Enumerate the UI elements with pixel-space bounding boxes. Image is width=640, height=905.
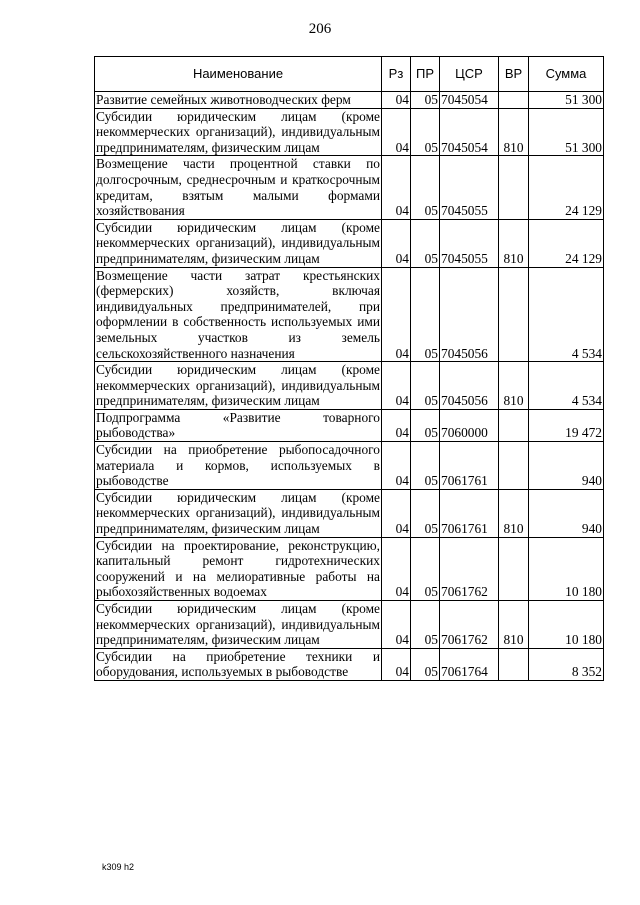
cell-rz: 04 [382, 108, 411, 156]
cell-name: Субсидии юридическим лицам (кроме некоммерческих организаций), индивидуальным предпринимателям, физическим лицам [96, 108, 380, 155]
cell-sum: 4 534 [529, 362, 604, 410]
cell-pr: 05 [411, 601, 440, 649]
cell-sum: 10 180 [529, 537, 604, 600]
cell-name: Субсидии на приобретение рыбопосадочного материала и кормов, используемых в рыбоводстве [96, 442, 380, 489]
cell-csr: 7045054 [440, 108, 499, 156]
cell-name: Субсидии на приобретение техники и оборудования, используемых в рыбоводстве [96, 648, 380, 680]
cell-csr: 7045054 [440, 92, 499, 109]
table-body [95, 92, 604, 681]
cell-csr: 7061761 [440, 489, 499, 537]
table-row [95, 362, 604, 410]
cell-vr [499, 648, 529, 680]
table-row [95, 219, 604, 267]
table-row [95, 537, 604, 600]
cell-sum: 51 300 [529, 92, 604, 109]
cell-sum: 4 534 [529, 267, 604, 362]
cell-sum: 940 [529, 489, 604, 537]
budget-table [94, 56, 604, 681]
cell-rz: 04 [382, 267, 411, 362]
table-row [95, 489, 604, 537]
cell-rz: 04 [382, 442, 411, 490]
cell-csr: 7061764 [440, 648, 499, 680]
header-pr: ПР [411, 57, 440, 92]
cell-name: Возмещение части процентной ставки по долгосрочным, среднесрочным и краткосрочным кредитам, взятым малыми формами хозяйствования [96, 156, 380, 219]
table-header-row [95, 57, 604, 92]
table-row [95, 156, 604, 219]
cell-pr: 05 [411, 92, 440, 109]
table-row [95, 267, 604, 362]
cell-csr: 7061762 [440, 537, 499, 600]
cell-pr: 05 [411, 219, 440, 267]
cell-rz: 04 [382, 362, 411, 410]
cell-rz: 04 [382, 489, 411, 537]
cell-csr: 7061761 [440, 442, 499, 490]
cell-csr: 7061762 [440, 601, 499, 649]
cell-name: Возмещение части затрат крестьянских (фермерских) хозяйств, включая индивидуальных предпринимателей, при оформлении в собственность используемых ими земельных участков из земель сельскохозяйственного назначения [96, 267, 380, 361]
cell-pr: 05 [411, 442, 440, 490]
header-sum: Сумма [529, 57, 604, 92]
cell-sum: 51 300 [529, 108, 604, 156]
table-row [95, 601, 604, 649]
cell-rz: 04 [382, 92, 411, 109]
table-row [95, 409, 604, 441]
header-name: Наименование [95, 57, 382, 92]
cell-rz: 04 [382, 219, 411, 267]
cell-sum: 10 180 [529, 601, 604, 649]
cell-csr: 7060000 [440, 409, 499, 441]
cell-vr: 810 [499, 108, 529, 156]
cell-sum: 8 352 [529, 648, 604, 680]
cell-pr: 05 [411, 648, 440, 680]
cell-vr [499, 537, 529, 600]
cell-name: Субсидии на проектирование, реконструкцию, капитальный ремонт гидротехнических сооружений и на мелиоративные работы на рыбохозяйственных водоемах [96, 537, 380, 600]
cell-vr [499, 156, 529, 219]
cell-vr: 810 [499, 362, 529, 410]
cell-rz: 04 [382, 537, 411, 600]
header-rz: Рз [382, 57, 411, 92]
table-row [95, 108, 604, 156]
cell-name: Субсидии юридическим лицам (кроме некоммерческих организаций), индивидуальным предпринимателям, физическим лицам [96, 219, 380, 266]
cell-vr [499, 92, 529, 109]
cell-rz: 04 [382, 409, 411, 441]
cell-rz: 04 [382, 156, 411, 219]
cell-pr: 05 [411, 362, 440, 410]
cell-name: Субсидии юридическим лицам (кроме некоммерческих организаций), индивидуальным предпринимателям, физическим лицам [96, 489, 380, 537]
cell-sum: 940 [529, 442, 604, 490]
cell-rz: 04 [382, 648, 411, 680]
cell-pr: 05 [411, 108, 440, 156]
cell-name: Развитие семейных животноводческих ферм [95, 92, 382, 109]
cell-pr: 05 [411, 156, 440, 219]
page-number: 206 [308, 21, 332, 37]
cell-name: Субсидии юридическим лицам (кроме некоммерческих организаций), индивидуальным предпринимателям, физическим лицам [96, 362, 380, 409]
cell-name: Субсидии юридическим лицам (кроме некоммерческих организаций), индивидуальным предпринимателям, физическим лицам [96, 601, 380, 648]
cell-vr: 810 [499, 489, 529, 537]
cell-vr [499, 267, 529, 362]
cell-vr [499, 409, 529, 441]
table-row [95, 442, 604, 490]
cell-csr: 7045056 [440, 267, 499, 362]
cell-vr [499, 442, 529, 490]
cell-pr: 05 [411, 489, 440, 537]
cell-vr: 810 [499, 601, 529, 649]
cell-rz: 04 [382, 601, 411, 649]
footer-code: k309 h2 [102, 862, 135, 872]
cell-sum: 19 472 [529, 409, 604, 441]
table-row [95, 92, 604, 109]
cell-pr: 05 [411, 409, 440, 441]
cell-csr: 7045056 [440, 362, 499, 410]
cell-sum: 24 129 [529, 219, 604, 267]
header-vr: ВР [499, 57, 529, 92]
cell-name: Подпрограмма «Развитие товарного рыбоводства» [96, 409, 380, 441]
header-csr: ЦСР [440, 57, 499, 92]
cell-pr: 05 [411, 267, 440, 362]
cell-csr: 7045055 [440, 156, 499, 219]
table-row [95, 648, 604, 680]
cell-csr: 7045055 [440, 219, 499, 267]
cell-pr: 05 [411, 537, 440, 600]
cell-vr: 810 [499, 219, 529, 267]
cell-sum: 24 129 [529, 156, 604, 219]
